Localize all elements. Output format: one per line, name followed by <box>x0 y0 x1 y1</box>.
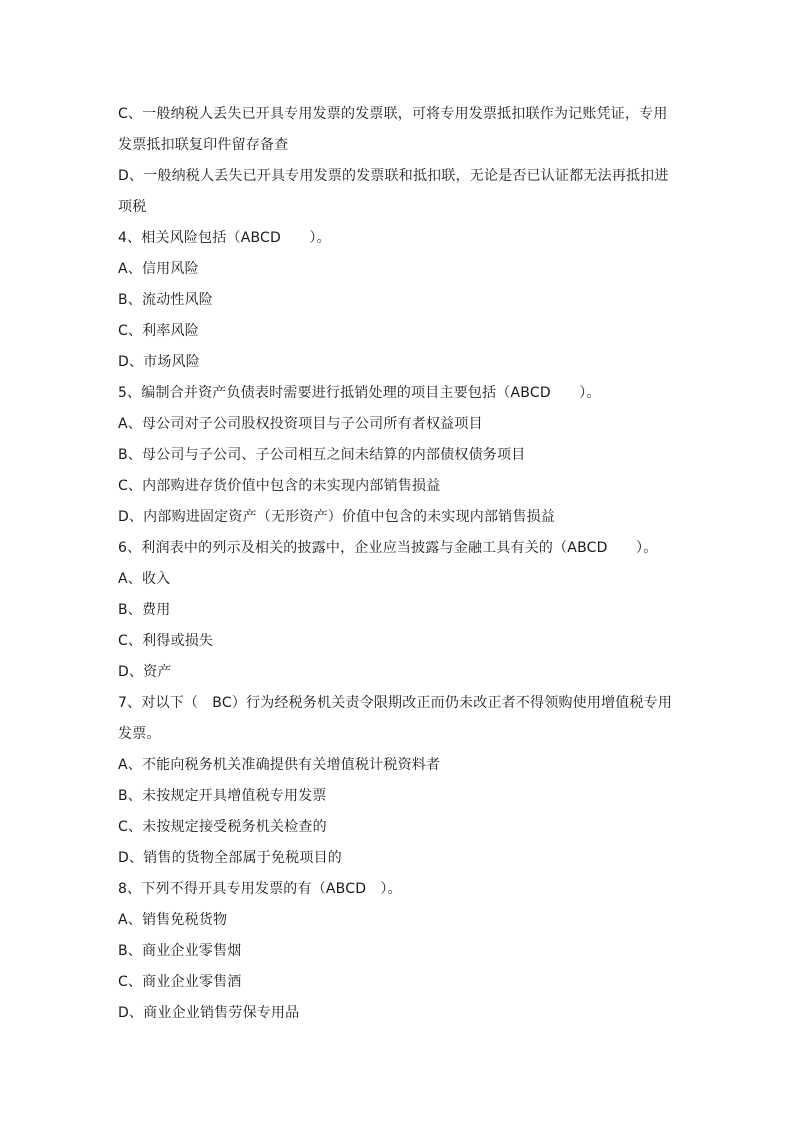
option-c: C、利得或损失 <box>118 633 214 649</box>
option-a: A、收入 <box>118 571 171 587</box>
option-b: B、未按规定开具增值税专用发票 <box>118 788 327 804</box>
option-a: A、母公司对子公司股权投资项目与子公司所有者权益项目 <box>118 416 483 432</box>
question-5: 5、编制合并资产负债表时需要进行抵销处理的项目主要包括（ABCD ）。 <box>118 385 601 401</box>
option-c: C、商业企业零售酒 <box>118 974 242 990</box>
option-d: D、销售的货物全部属于免税项目的 <box>118 850 342 866</box>
option-d: D、商业企业销售劳保专用品 <box>118 1005 300 1021</box>
question-4: 4、相关风险包括（ABCD ）。 <box>118 230 331 246</box>
option-b: B、费用 <box>118 602 171 618</box>
question-6: 6、利润表中的列示及相关的披露中，企业应当披露与金融工具有关的（ABCD ）。 <box>118 540 658 556</box>
text-line: 发票。 <box>118 726 161 742</box>
option-c: C、未按规定接受税务机关检查的 <box>118 819 327 835</box>
option-b: B、流动性风险 <box>118 292 214 308</box>
option-d: D、资产 <box>118 664 172 680</box>
option-c: C、内部购进存货价值中包含的未实现内部销售损益 <box>118 478 441 494</box>
option-d: D、内部购进固定资产（无形资产）价值中包含的未实现内部销售损益 <box>118 509 555 525</box>
option-a: A、信用风险 <box>118 261 199 277</box>
text-line: 项税 <box>118 199 147 215</box>
option-d: D、市场风险 <box>118 354 200 370</box>
option-c: C、利率风险 <box>118 323 199 339</box>
document-body <box>118 99 678 1029</box>
option-b: B、母公司与子公司、子公司相互之间未结算的内部债权债务项目 <box>118 447 526 463</box>
option-a: A、不能向税务机关准确提供有关增值税计税资料者 <box>118 757 441 773</box>
text-line: C、一般纳税人丢失已开具专用发票的发票联，可将专用发票抵扣联作为记账凭证，专用 <box>118 106 668 122</box>
option-a: A、销售免税货物 <box>118 912 228 928</box>
question-7: 7、对以下（ BC）行为经税务机关责令限期改正而仍未改正者不得领购使用增值税专用 <box>118 695 673 711</box>
question-8: 8、下列不得开具专用发票的有（ABCD ）。 <box>118 881 402 897</box>
text-line: D、一般纳税人丢失已开具专用发票的发票联和抵扣联，无论是否已认证都无法再抵扣进 <box>118 168 669 184</box>
option-b: B、商业企业零售烟 <box>118 943 242 959</box>
text-line: 发票抵扣联复印件留存备查 <box>118 137 289 153</box>
